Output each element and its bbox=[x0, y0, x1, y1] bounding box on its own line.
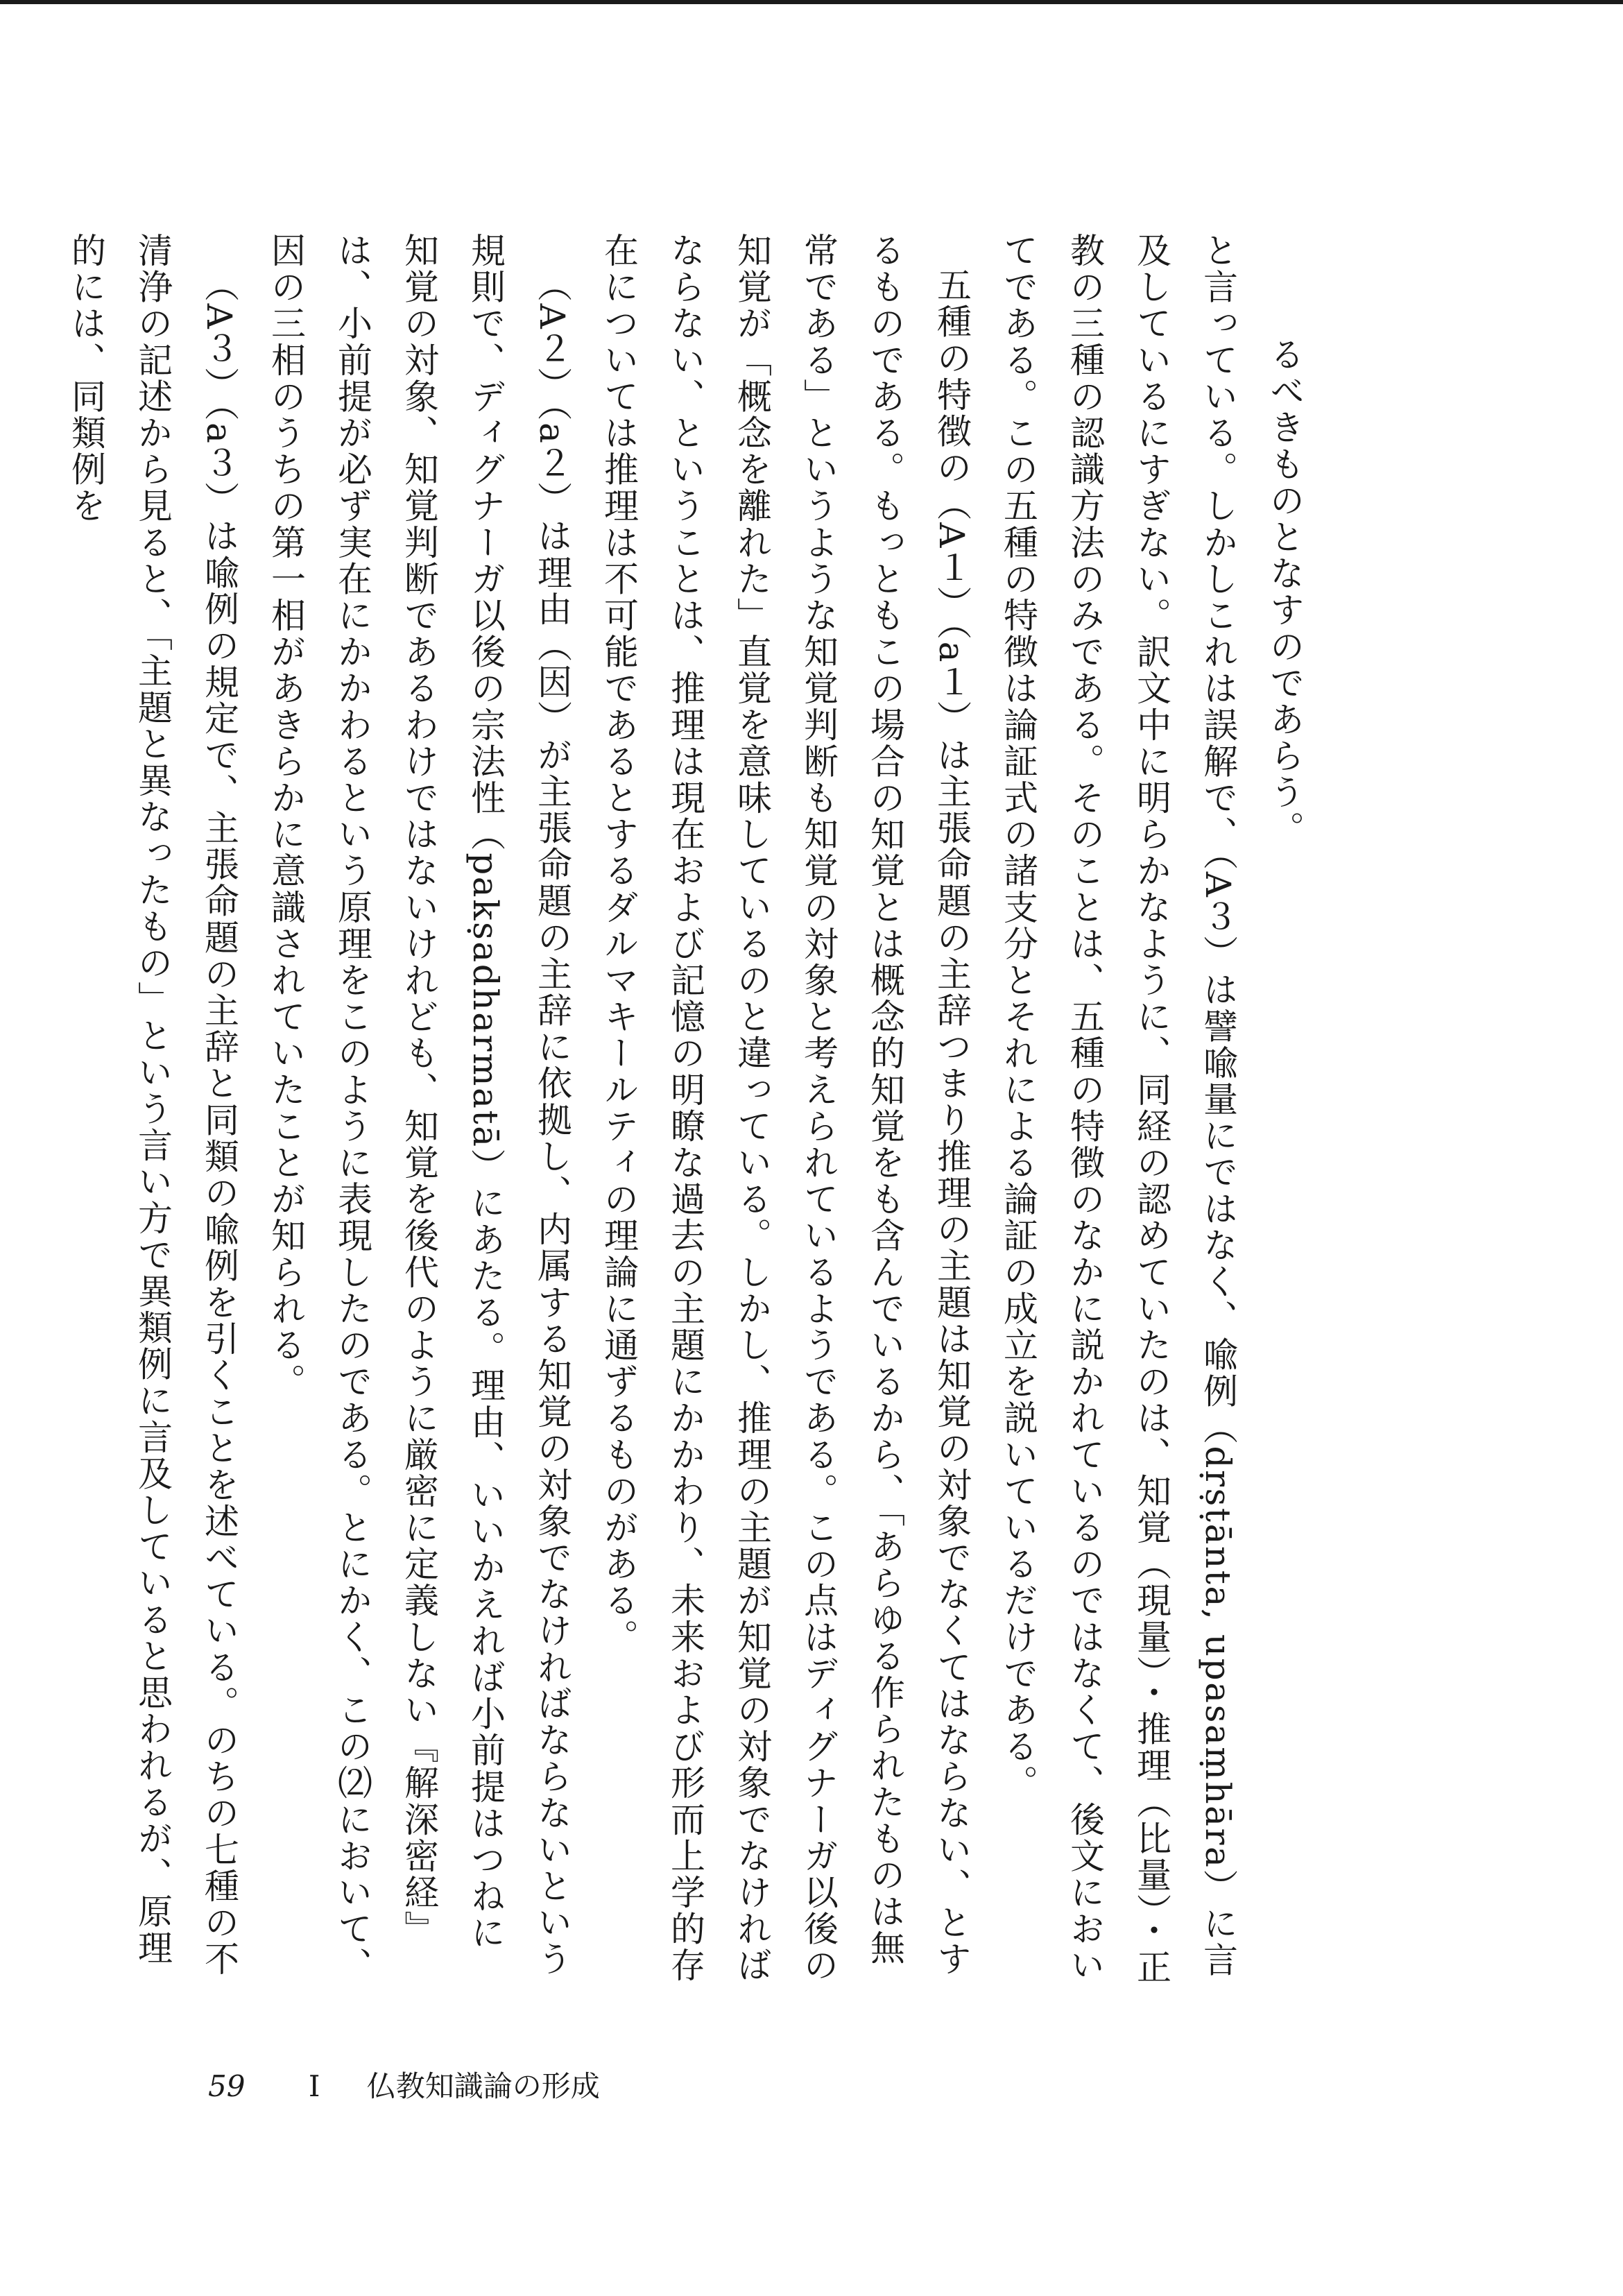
paragraph-a3: （A３）（a３）は喩例の規定で、主張命題の主辞と同類の喩例を引くことを述べている。のちの七種の不清浄の記述から見ると、「主題と異なったもの」という言い方で異類例に言及していると思われるが、原理的には、同類例を bbox=[66, 232, 239, 1978]
chapter-title: 仏教知識論の形成 bbox=[366, 2069, 600, 2103]
paragraph-a2: （A２）（a２）は理由（因）が主張命題の主辞に依拠し、内属する知覚の対象でなければならないという規則で、ディグナーガ以後の宗法性（pakṣadharmatā）にあたる。理由、いいかえれば小前提はつねに知覚の対象、知覚判断であるわけではないけれども、知覚を後代のように厳密に定義しない『解深密経』は、小前提が必ず実在にかかわるという原理をこのように表現したのである。とにかく、この⑵において、因の三相のうちの第一相があきらかに意識されていたことが知られる。 bbox=[266, 232, 572, 1984]
page-footer bbox=[208, 2064, 600, 2105]
vertical-body-text bbox=[66, 232, 1318, 1987]
part-number: I bbox=[308, 2069, 320, 2103]
page-number: 59 bbox=[208, 2069, 246, 2103]
paragraph-five-features: 五種の特徴の（A１）（a１）は主張命題の主辞つまり推理の主題は知覚の対象でなくてはならない、とするものである。もっともこの場合の知覚とは概念的知覚をも含んでいるから、「あらゆる作られたものは無常である」というような知覚判断も知覚の対象と考えられているようである。この点はディグナーガ以後の知覚が「概念を離れた」直覚を意味しているのと違っている。しかし、推理の主題が知覚の対象でなければならない、ということは、推理は現在および記憶の明瞭な過去の主題にかかわり、未来および形而上学的存在については推理は不可能であるとするダルマキールティの理論に通ずるものがある。 bbox=[599, 232, 972, 1984]
top-border-rule bbox=[0, 0, 1623, 4]
paragraph-continuation-1: るべきものとなすのであらう。 bbox=[1264, 336, 1305, 848]
paragraph-continuation-2: と言っている。しかしこれは誤解で、（A３）は譬喩量にではなく、喩例（dṛṣṭānta, upasaṃhāra）に言及しているにすぎない。訳文中に明らかなように、同経の認めていたのは、知覚（現量）・推理（比量）・正教の三種の認識方法のみである。そのことは、五種の特徴のなかに説かれているのではなくて、後文においてである。この五種の特徴は論証式の諸支分とそれによる論証の成立を説いているだけである。 bbox=[998, 232, 1238, 1986]
